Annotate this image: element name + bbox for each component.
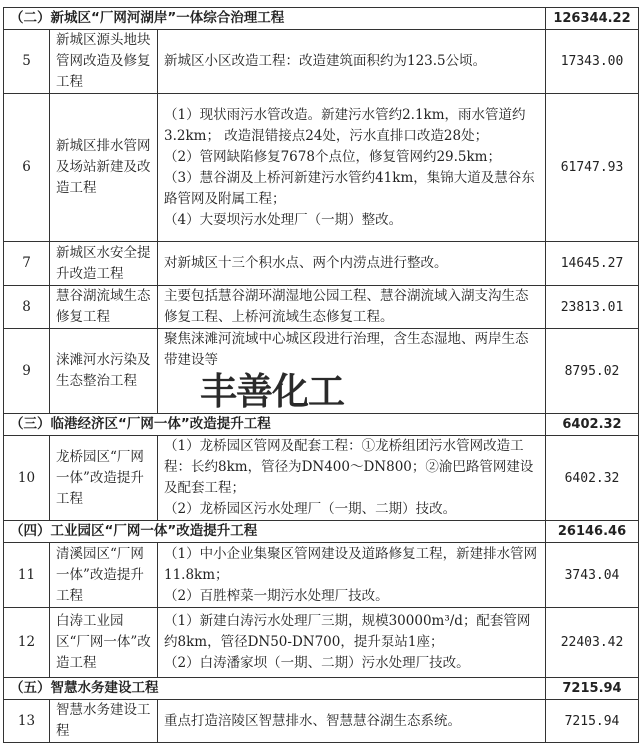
section-row [4,414,639,436]
section-amount: 7215.94 [546,678,639,700]
content-line: （2）龙桥园区污水处理厂（一期、二期）技改。 [164,501,457,517]
project-content [158,329,546,414]
project-name: 新城区源头地块管网改造及修复工程 [50,30,158,94]
content-line: （2）百胜榨菜一期污水处理厂技改。 [164,587,389,604]
row-number: 7 [4,242,50,286]
project-content [158,436,546,521]
content-line: 聚焦涞滩河流域中心城区段进行治理，含生态湿地、两岸生态带建设等 [164,331,529,368]
row-number: 12 [4,608,50,678]
section-title: （五）智慧水务建设工程 [4,678,546,700]
content-line: 对新城区十三个积水点、两个内涝点进行整改。 [164,255,448,271]
row-number: 9 [4,329,50,414]
table-row [4,30,639,94]
project-content [158,608,546,678]
project-amount: 14645.27 [546,242,639,286]
row-number: 5 [4,30,50,94]
content-line: 主要包括慧谷湖环湖湿地公园工程、慧谷湖流域入湖支沟生态修复工程、上桥河流域生态修复工程。 [164,288,529,325]
project-table [3,7,639,743]
content-line: （3）慧谷湖及上桥河新建污水管约41km，集锦大道及慧谷东路管网及附属工程； [164,169,535,207]
watermark: 丰善化工 [200,370,344,413]
project-name: 新城区排水管网及场站新建及改造工程 [50,94,158,242]
project-amount: 23813.01 [546,286,639,329]
section-row [4,521,639,543]
project-amount: 7215.94 [546,700,639,743]
project-name: 智慧水务建设工程 [50,700,158,743]
section-amount: 6402.32 [546,414,639,436]
project-name: 龙桥园区“厂网一体”改造提升工程 [50,436,158,521]
section-title: （四）工业园区“厂网一体”改造提升工程 [4,521,546,543]
table-row [4,94,639,242]
section-title: （二）新城区“厂网河湖岸”一体综合治理工程 [4,8,546,30]
content-line: （2）白涛潘家坝（一期、二期）污水处理厂技改。 [164,655,470,671]
row-number: 6 [4,94,50,242]
project-amount: 3743.04 [546,543,639,608]
section-amount: 26146.46 [546,521,639,543]
row-number: 10 [4,436,50,521]
project-amount: 61747.93 [546,94,639,242]
project-content [158,286,546,329]
table-row [4,286,639,329]
row-number: 11 [4,543,50,608]
content-line: （1）中小企业集聚区管网建设及道路修复工程，新建排水管网11.8km； [164,545,538,583]
table-row [4,329,639,414]
content-line: （1）新建白涛污水处理厂三期，规模30000m³/d；配套管网约8km，管径DN50-DN700，提升泵站1座； [164,613,531,650]
table-row [4,608,639,678]
project-amount: 6402.32 [546,436,639,521]
project-amount: 22403.42 [546,608,639,678]
project-content [158,242,546,286]
content-line: （4）大耍坝污水处理厂（一期）整改。 [164,211,403,228]
project-amount: 17343.00 [546,30,639,94]
table-row [4,436,639,521]
project-content [158,94,546,242]
table-row [4,700,639,743]
section-row [4,678,639,700]
project-content [158,700,546,743]
project-name: 涞滩河水污染及生态整治工程 [50,329,158,414]
project-content [158,30,546,94]
project-name: 慧谷湖流域生态修复工程 [50,286,158,329]
project-amount: 8795.02 [546,329,639,414]
table-row [4,543,639,608]
section-amount: 126344.22 [546,8,639,30]
row-number: 8 [4,286,50,329]
project-name: 白涛工业园区“厂网一体”改造工程 [50,608,158,678]
content-line: 重点打造涪陵区智慧排水、智慧慧谷湖生态系统。 [164,712,461,729]
row-number: 13 [4,700,50,743]
content-line: （2）管网缺陷修复7678个点位，修复管网约29.5km； [164,148,501,165]
project-content [158,543,546,608]
content-line: （1）龙桥园区管网及配套工程：①龙桥组团污水管网改造工程：长约8km，管径为DN400～DN800；②渝巴路管网建设及配套工程； [164,438,534,496]
content-line: （1）现状雨污水管改造。新建污水管约2.1km，雨水管道约3.2km； 改造混错接点24处，污水直排口改造28处； [164,106,526,144]
section-row [4,8,639,30]
project-name: 清溪园区“厂网一体”改造提升工程 [50,543,158,608]
project-name: 新城区水安全提升改造工程 [50,242,158,286]
section-title: （三）临港经济区“厂网一体”改造提升工程 [4,414,546,436]
table-row [4,242,639,286]
content-line: 新城区小区改造工程：改造建筑面积约为123.5公顷。 [164,53,487,69]
